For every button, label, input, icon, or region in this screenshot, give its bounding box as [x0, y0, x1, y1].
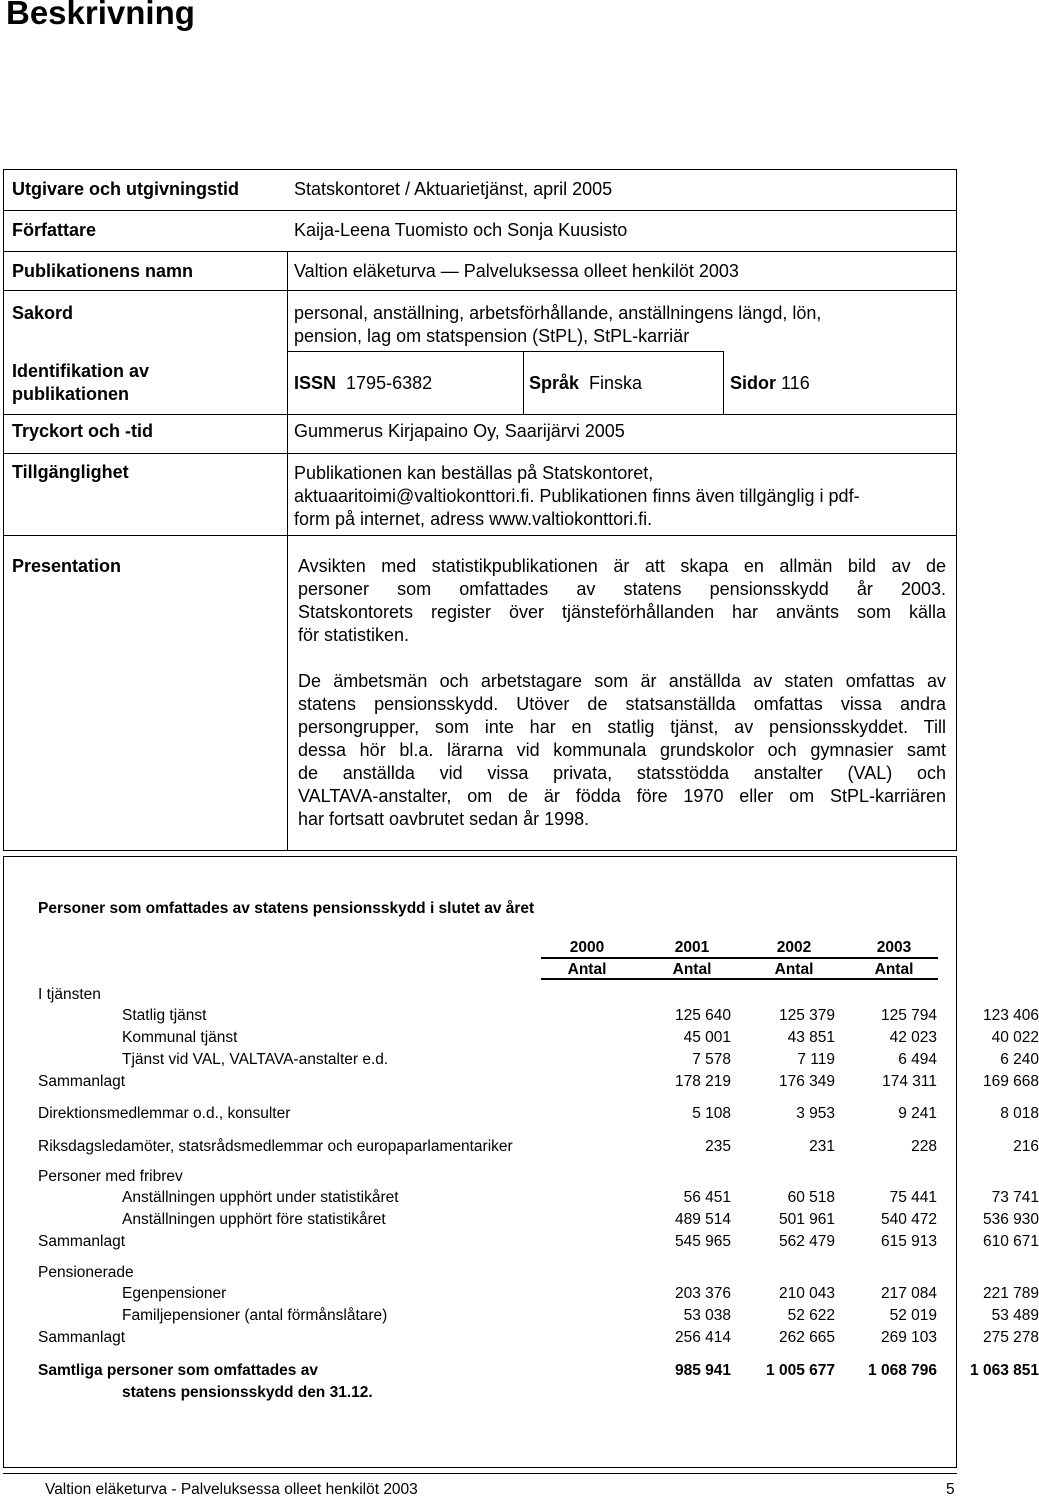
year-header-2002: [746, 937, 842, 981]
year-header-2001: [645, 937, 739, 981]
row-label: Samtliga personer som omfattades av: [38, 1362, 318, 1379]
presentation-line: Avsikten med statistikpublikationen är att skapa en allmän bild av de: [298, 556, 946, 576]
cell-value: 489 514: [674, 1211, 731, 1228]
cell-value: 123 406: [982, 1007, 1039, 1024]
cell-value: 1 068 796: [868, 1362, 937, 1379]
unit-label: Antal: [672, 961, 712, 978]
publisher-value: Statskontoret / Aktuarietjänst, april 2005: [294, 179, 613, 199]
table-row: [38, 1262, 938, 1284]
pages-field: [730, 372, 810, 395]
row-label: Sammanlagt: [38, 1233, 126, 1250]
language-field: [529, 372, 642, 395]
cell-value: 60 518: [787, 1189, 835, 1206]
table-row: [38, 1187, 1039, 1209]
cell-value: 1 063 851: [970, 1362, 1039, 1379]
presentation-line: VALTAVA-anstalter, om de är födda före 1970 eller om StPL-karriären: [298, 786, 946, 806]
issn-label: ISSN: [294, 373, 337, 393]
table-row: [38, 1305, 1039, 1327]
presentation-paragraph-2: [298, 670, 946, 831]
cell-value: 228: [911, 1138, 937, 1155]
cell-value: 536 930: [982, 1211, 1039, 1228]
publication-name-label: Publikationens namn: [12, 261, 194, 281]
row-divider: [4, 535, 956, 536]
footer-text: Valtion eläketurva - Palveluksessa olleet henkilöt 2003: [45, 1481, 418, 1498]
publisher-label: Utgivare och utgivningstid: [12, 179, 240, 199]
table-row: [38, 1103, 1039, 1125]
cell-value: 562 479: [778, 1233, 835, 1250]
year-header-2003: [849, 937, 939, 981]
cell-value: 235: [705, 1138, 731, 1155]
cell-value: 216: [1013, 1138, 1039, 1155]
table-row: [38, 1027, 1039, 1049]
row-divider: [4, 210, 956, 211]
issn-value: 1795-6382: [346, 373, 433, 393]
row-label: Personer med fribrev: [38, 1168, 183, 1185]
presentation-label: Presentation: [12, 556, 122, 576]
table-row: [38, 1166, 938, 1188]
row-label: I tjänsten: [38, 986, 101, 1003]
year-label: 2003: [876, 939, 912, 956]
availability-line: aktuaaritoimi@valtiokonttori.fi. Publikationen finns även tillgänglig i pdf-: [294, 486, 860, 506]
statistics-box: [3, 856, 1039, 1468]
cell-value: 178 219: [674, 1073, 731, 1090]
unit-label: Antal: [567, 961, 607, 978]
cell-value: 56 451: [683, 1189, 731, 1206]
table-row: [38, 1327, 1039, 1349]
language-label: Språk: [529, 373, 580, 393]
keywords-label: Sakord: [12, 303, 74, 323]
cell-value: 73 741: [991, 1189, 1039, 1206]
presentation-line: för statistiken.: [298, 625, 410, 645]
availability-line: Publikationen kan beställas på Statskontoret,: [294, 463, 654, 483]
footer-divider: [3, 1473, 957, 1474]
keywords-value: [294, 302, 821, 348]
author-value: Kaija-Leena Tuomisto och Sonja Kuusisto: [294, 220, 628, 240]
cell-value: 262 665: [778, 1329, 835, 1346]
row-divider: [4, 453, 956, 454]
table-row: [38, 1005, 1039, 1027]
cell-value: 52 622: [787, 1307, 835, 1324]
cell-value: 269 103: [880, 1329, 937, 1346]
cell-value: 75 441: [889, 1189, 937, 1206]
cell-value: 217 084: [880, 1285, 937, 1302]
cell-value: 125 640: [674, 1007, 731, 1024]
cell-value: 6 240: [1000, 1051, 1039, 1068]
issn-field: [294, 372, 432, 395]
keywords-line: personal, anställning, arbetsförhållande, anställningens längd, lön,: [294, 303, 822, 323]
cell-value: 6 494: [898, 1051, 937, 1068]
cell-value: 985 941: [674, 1362, 731, 1379]
row-label: Anställningen upphört under statistikåret: [122, 1189, 399, 1206]
page-title: Beskrivning: [6, 0, 195, 31]
cell-value: 53 489: [991, 1307, 1039, 1324]
table-row: [38, 1049, 1039, 1071]
cell-value: 210 043: [778, 1285, 835, 1302]
cell-value: 8 018: [1000, 1105, 1039, 1122]
row-label: Egenpensioner: [122, 1285, 227, 1302]
cell-value: 169 668: [982, 1073, 1039, 1090]
statistics-title: Personer som omfattades av statens pensionsskydd i slutet av året: [38, 900, 535, 917]
table-row: [38, 984, 938, 1006]
unit-label: Antal: [874, 961, 914, 978]
row-label: statens pensionsskydd den 31.12.: [122, 1384, 373, 1401]
table-row: [38, 1231, 1039, 1253]
cell-value: 3 953: [796, 1105, 835, 1122]
cell-value: 53 038: [683, 1307, 731, 1324]
presentation-line: persongrupper, som inte har en statlig tjänst, av pensionsskyddet. Till: [298, 717, 946, 737]
identification-label-line: publikationen: [12, 384, 129, 404]
cell-value: 45 001: [683, 1029, 731, 1046]
presentation-line: De ämbetsmän och arbetstagare som är anställda av staten omfattas av: [298, 671, 946, 691]
table-row: [38, 1136, 1039, 1158]
row-divider: [4, 290, 956, 291]
keywords-line: pension, lag om statspension (StPL), StPL-karriär: [294, 326, 690, 346]
presentation-line: statens pensionsskydd. Utöver de statsanställda omfattas vissa andra: [298, 694, 946, 714]
cell-value: 231: [809, 1138, 835, 1155]
cell-value: 40 022: [991, 1029, 1039, 1046]
year-label: 2002: [776, 939, 812, 956]
cell-value: 52 019: [889, 1307, 937, 1324]
cell-value: 615 913: [880, 1233, 937, 1250]
availability-value: [294, 462, 860, 531]
cell-value: 610 671: [982, 1233, 1039, 1250]
table-row: [38, 1209, 1039, 1231]
cell-value: 501 961: [778, 1211, 835, 1228]
cell-value: 545 965: [674, 1233, 731, 1250]
row-label: Riksdagsledamöter, statsrådsmedlemmar och europaparlamentariker: [38, 1138, 513, 1155]
row-label: Kommunal tjänst: [122, 1029, 238, 1046]
header-underline: [541, 957, 938, 959]
identification-label-line: Identifikation av: [12, 361, 150, 381]
row-label: Anställningen upphört före statistikåret: [122, 1211, 386, 1228]
cell-value: 125 794: [880, 1007, 937, 1024]
pages-value: 116: [781, 373, 810, 393]
publication-name-value: Valtion eläketurva — Palveluksessa olleet henkilöt 2003: [294, 261, 739, 281]
cell-value: 7 578: [692, 1051, 731, 1068]
table-row: [38, 1283, 1039, 1305]
unit-label: Antal: [774, 961, 814, 978]
header-underline: [541, 978, 938, 980]
row-label: Sammanlagt: [38, 1073, 126, 1090]
table-row: [38, 1382, 938, 1404]
row-label: Statlig tjänst: [122, 1007, 207, 1024]
row-label: Sammanlagt: [38, 1329, 126, 1346]
presentation-line: Statskontorets register över tjänsteförhållanden har använts som källa: [298, 602, 946, 622]
printer-label: Tryckort och -tid: [12, 421, 154, 441]
row-label: Familjepensioner (antal förmånslåtare): [122, 1307, 388, 1324]
table-row: [38, 1360, 1039, 1382]
author-label: Författare: [12, 220, 97, 240]
presentation-line: dessa hör bl.a. lärarna vid kommunala grundskolor och gymnasier samt: [298, 740, 946, 760]
year-label: 2000: [569, 939, 605, 956]
availability-line: form på internet, adress www.valtiokonttori.fi.: [294, 509, 653, 529]
presentation-line: personer som omfattades av statens pensionsskydd år 2003.: [298, 579, 946, 599]
cell-value: 5 108: [692, 1105, 731, 1122]
cell-value: 42 023: [889, 1029, 937, 1046]
cell-value: 174 311: [882, 1073, 937, 1090]
cell-value: 176 349: [778, 1073, 835, 1090]
cell-value: 221 789: [982, 1285, 1039, 1302]
cell-value: 43 851: [787, 1029, 835, 1046]
page-number: 5: [946, 1481, 955, 1498]
cell-value: 9 241: [898, 1105, 937, 1122]
language-value: Finska: [589, 373, 643, 393]
printer-value: Gummerus Kirjapaino Oy, Saarijärvi 2005: [294, 421, 625, 441]
presentation-line: de anställda vid vissa privata, statsstödda anstalter (VAL) och: [298, 763, 946, 783]
cell-value: 203 376: [674, 1285, 731, 1302]
row-label: Tjänst vid VAL, VALTAVA-anstalter e.d.: [122, 1051, 389, 1068]
presentation-paragraph-1: [298, 555, 946, 647]
cell-value: 540 472: [880, 1211, 937, 1228]
row-label: Direktionsmedlemmar o.d., konsulter: [38, 1105, 291, 1122]
cell-value: 7 119: [797, 1051, 835, 1068]
cell-value: 125 379: [778, 1007, 835, 1024]
cell-value: 1 005 677: [766, 1362, 835, 1379]
row-divider: [4, 251, 956, 252]
column-divider: [287, 251, 288, 851]
availability-label: Tillgänglighet: [12, 462, 129, 482]
row-label: Pensionerade: [38, 1264, 134, 1281]
cell-value: 256 414: [674, 1329, 731, 1346]
pages-label: Sidor: [730, 373, 777, 393]
identification-label: [12, 360, 149, 406]
description-table: [3, 169, 957, 851]
year-header-2000: [541, 937, 633, 981]
year-label: 2001: [674, 939, 710, 956]
cell-value: 275 278: [982, 1329, 1039, 1346]
table-row: [38, 1071, 1039, 1093]
presentation-line: har fortsatt oavbrutet sedan år 1998.: [298, 809, 590, 829]
